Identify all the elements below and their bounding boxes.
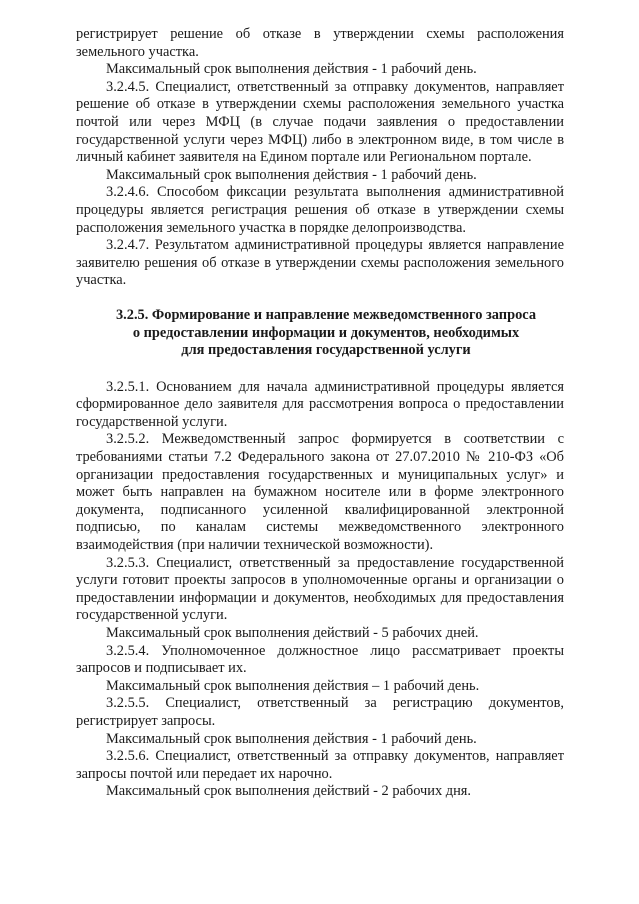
paragraph: 3.2.5.5. Специалист, ответственный за регистрацию документов, регистрирует запросы. bbox=[76, 695, 564, 729]
section-heading bbox=[76, 307, 564, 360]
paragraph: 3.2.4.5. Специалист, ответственный за отправку документов, направляет решение об отказе в утверждении схемы расположения земельного участка почтой или через МФЦ (в случае подачи заявления о предоставлении государственной услуги через МФЦ) либо в электронном виде, в том числе в личный кабинет заявителя на Едином портале или Региональном портале. bbox=[76, 78, 564, 166]
paragraph: 3.2.4.6. Способом фиксации результата выполнения административной процедуры является регистрация решения об отказе в утверждении схемы расположения земельного участка в порядке делопроизводства. bbox=[76, 184, 564, 236]
document-page bbox=[76, 26, 564, 801]
paragraph: Максимальный срок выполнения действий - 2 рабочих дня. bbox=[106, 783, 472, 800]
spacer bbox=[76, 290, 564, 307]
heading-line: 3.2.5. Формирование и направление межведомственного запроса bbox=[115, 306, 537, 323]
paragraph: 3.2.5.2. Межведомственный запрос формируется в соответствии с требованиями статьи 7.2 Федерального закона от 27.07.2010 № 210-ФЗ «Об организации предоставления государственных и муниципальных услуг» и может быть направлен на бумажном носителе или в форме электронного документа, подписанного усиленной квалифицированной электронной подписью, по каналам системы межведомственного электронного взаимодействия (при наличии технической возможности). bbox=[76, 431, 564, 554]
paragraph: Максимальный срок выполнения действия - 1 рабочий день. bbox=[106, 730, 477, 747]
paragraph: Максимальный срок выполнения действия – 1 рабочий день. bbox=[106, 677, 480, 694]
paragraph: 3.2.5.4. Уполномоченное должностное лицо рассматривает проекты запросов и подписывает их. bbox=[76, 642, 564, 677]
paragraph: 3.2.5.3. Специалист, ответственный за предоставление государственной услуги готовит проекты запросов в уполномоченные органы и организации о предоставлении информации и документов, необходимых для предоставления государственной услуги. bbox=[76, 554, 564, 624]
paragraph: Максимальный срок выполнения действия - 1 рабочий день. bbox=[106, 166, 477, 183]
spacer bbox=[76, 360, 564, 379]
paragraph: 3.2.4.7. Результатом административной процедуры является направление заявителю решения об отказе в утверждении схемы расположения земельного участка. bbox=[76, 237, 564, 289]
paragraph: Максимальный срок выполнения действия - 1 рабочий день. bbox=[106, 61, 477, 78]
paragraph: 3.2.5.1. Основанием для начала административной процедуры является сформированное дело заявителя для рассмотрения вопроса о предоставлении государственной услуги. bbox=[76, 378, 564, 430]
paragraph: 3.2.5.6. Специалист, ответственный за отправку документов, направляет запросы почтой или передает их нарочно. bbox=[76, 748, 564, 782]
paragraph: Максимальный срок выполнения действий - 5 рабочих дней. bbox=[106, 625, 479, 641]
paragraph: регистрирует решение об отказе в утверждении схемы расположения земельного участка. bbox=[76, 26, 564, 60]
heading-line: для предоставления государственной услуги bbox=[181, 342, 471, 359]
heading-line: о предоставлении информации и документов, необходимых bbox=[132, 324, 520, 341]
